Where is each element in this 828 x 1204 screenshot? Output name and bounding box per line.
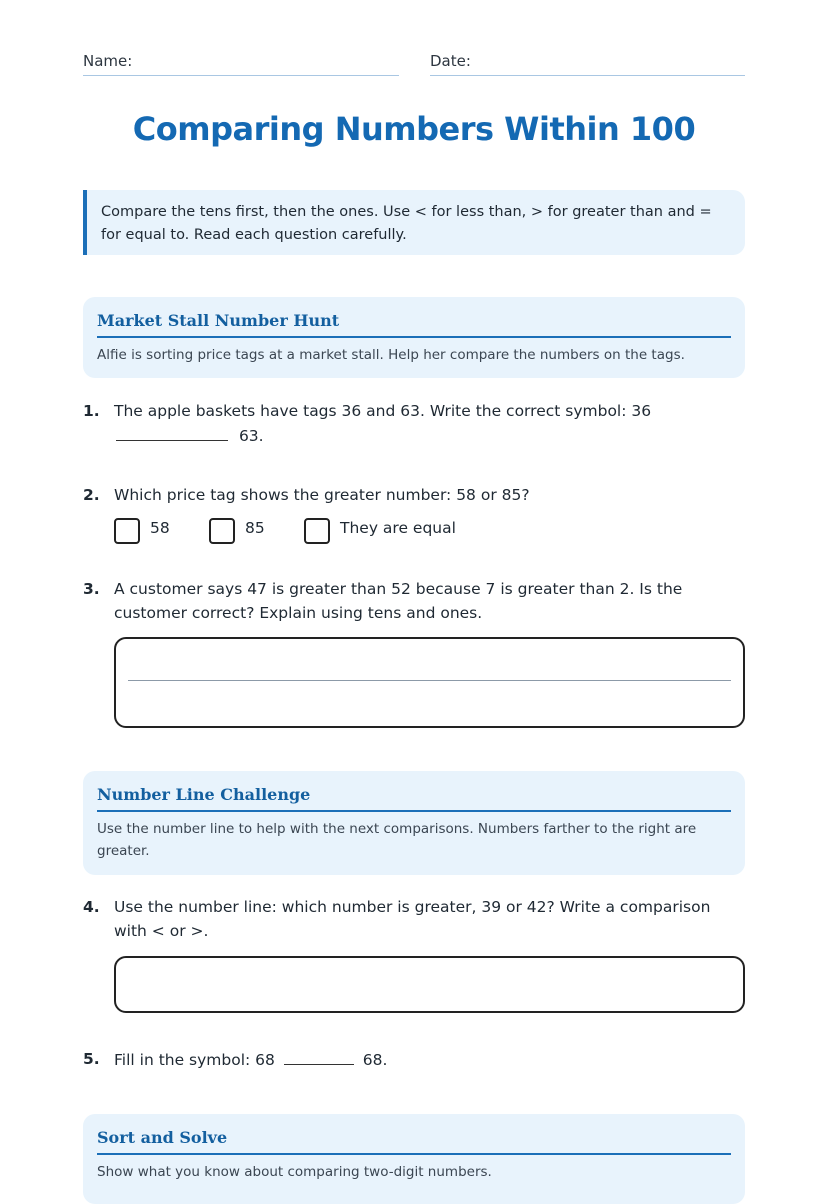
checkbox[interactable] xyxy=(304,518,330,544)
section-description: Show what you know about comparing two-digit numbers. xyxy=(97,1164,492,1180)
option-label: They are equal xyxy=(340,519,456,537)
question-number: 2. xyxy=(83,486,100,504)
question-text: A customer says 47 is greater than 52 because 7 is greater than 2. Is the customer correct? Explain using tens and ones. xyxy=(114,580,683,622)
name-label: Name: xyxy=(83,52,133,70)
option-label: 58 xyxy=(150,519,170,537)
answer-blank[interactable] xyxy=(284,1047,354,1065)
section-market-stall xyxy=(83,297,745,378)
date-line[interactable] xyxy=(430,75,745,76)
question-4 xyxy=(83,895,745,943)
section-description: Use the number line to help with the next comparisons. Numbers farther to the right are greater. xyxy=(97,821,697,859)
date-field[interactable] xyxy=(430,52,471,70)
question-1 xyxy=(83,399,745,448)
page-title: Comparing Numbers Within 100 xyxy=(132,110,696,148)
question-text: The apple baskets have tags 36 and 63. Write the correct symbol: 36 xyxy=(114,402,652,420)
answer-blank[interactable] xyxy=(116,423,228,441)
instructions-text: Compare the tens first, then the ones. Use < for less than, > for greater than and = for equal to. Read each question carefully. xyxy=(101,204,712,243)
name-line[interactable] xyxy=(83,75,399,76)
section-title: Market Stall Number Hunt xyxy=(97,311,731,338)
question-text: Use the number line: which number is greater, 39 or 42? Write a comparison with < or >. xyxy=(114,898,711,940)
checkbox[interactable] xyxy=(114,518,140,544)
question-number: 1. xyxy=(83,402,100,420)
section-title: Number Line Challenge xyxy=(97,785,731,812)
question-text-after: 63. xyxy=(238,427,264,445)
question-number: 4. xyxy=(83,898,100,916)
question-5 xyxy=(83,1047,745,1072)
option-label: 85 xyxy=(245,519,265,537)
question-text: Fill in the symbol: 68 xyxy=(114,1051,275,1069)
section-number-line xyxy=(83,771,745,875)
question-3 xyxy=(83,577,745,625)
answer-box[interactable] xyxy=(114,956,745,1013)
section-sort-and-solve xyxy=(83,1114,745,1204)
instructions-box xyxy=(83,190,745,255)
name-field[interactable] xyxy=(83,52,132,70)
section-description: Alfie is sorting price tags at a market stall. Help her compare the numbers on the tags. xyxy=(97,347,685,363)
question-text: Which price tag shows the greater number: 58 or 85? xyxy=(114,486,530,504)
writing-line xyxy=(128,680,731,681)
checkbox[interactable] xyxy=(209,518,235,544)
answer-box[interactable] xyxy=(114,637,745,728)
question-2 xyxy=(83,483,745,507)
question-text-after: 68. xyxy=(362,1051,388,1069)
question-number: 5. xyxy=(83,1050,100,1068)
section-title: Sort and Solve xyxy=(97,1128,731,1155)
date-label: Date: xyxy=(430,52,471,70)
question-number: 3. xyxy=(83,580,100,598)
